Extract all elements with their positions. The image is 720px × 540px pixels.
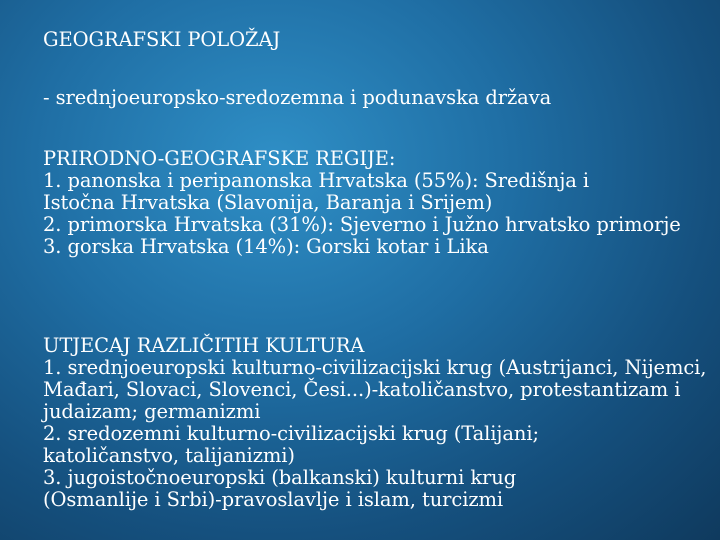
slide-subtitle: - srednjoeuropsko-sredozemna i podunavska država bbox=[43, 86, 552, 109]
slide-title: GEOGRAFSKI POLOŽAJ bbox=[43, 28, 281, 51]
cultures-section bbox=[43, 335, 713, 511]
region-item-2: 2. primorska Hrvatska (31%): Sjeverno i Južno hrvatsko primorje bbox=[43, 213, 681, 236]
culture-item-3: 3. jugoistočnoeuropski (balkanski) kulturni krug (Osmanlije i Srbi)-pravoslavlje i islam, turcizmi bbox=[43, 466, 517, 511]
region-item-1: 1. panonska i peripanonska Hrvatska (55%): Središnja i Istočna Hrvatska (Slavonija, Baranja i Srijem) bbox=[43, 169, 590, 214]
regions-section bbox=[43, 148, 713, 258]
region-item-3: 3. gorska Hrvatska (14%): Gorski kotar i Lika bbox=[43, 235, 489, 258]
cultures-heading: UTJECAJ RAZLIČITIH KULTURA bbox=[43, 334, 365, 357]
regions-heading: PRIRODNO-GEOGRAFSKE REGIJE: bbox=[43, 147, 396, 170]
culture-item-2: 2. sredozemni kulturno-civilizacijski krug (Talijani; katoličanstvo, talijanizmi) bbox=[43, 422, 539, 467]
culture-item-1: 1. srednjoeuropski kulturno-civilizacijski krug (Austrijanci, Nijemci, Mađari, Slovaci, Slovenci, Česi...)-katoličanstvo, protestantizam i judaizam; germanizmi bbox=[43, 356, 707, 423]
